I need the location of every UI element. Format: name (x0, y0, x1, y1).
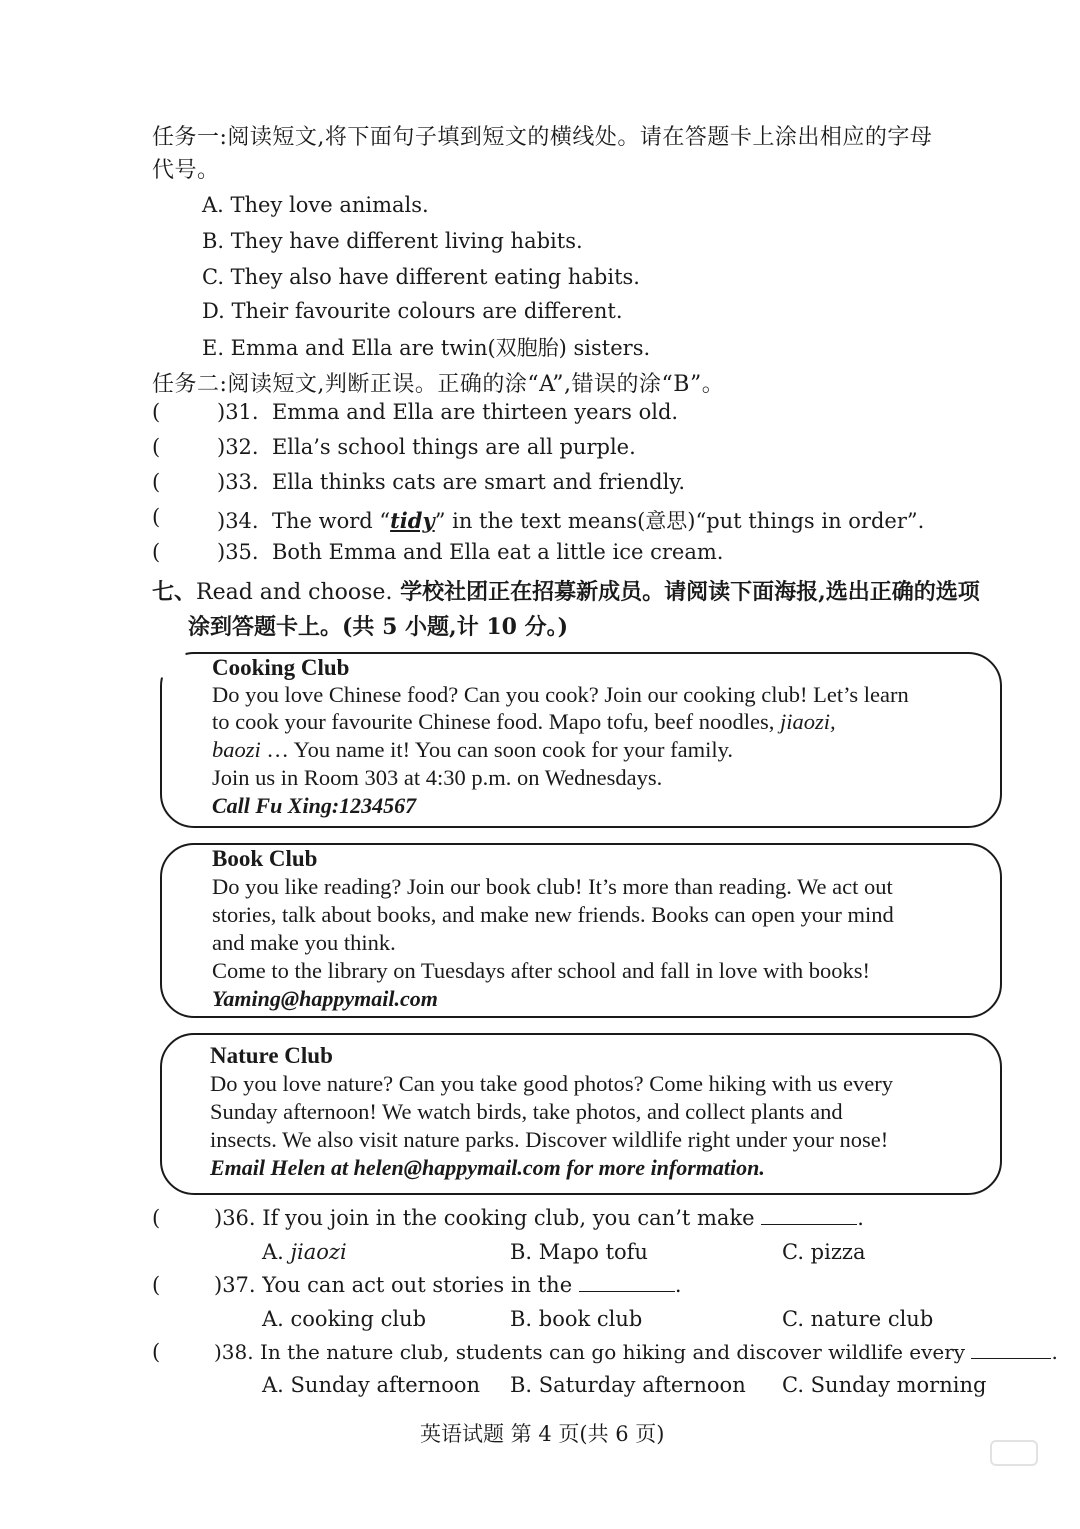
q37-option-c[interactable]: C. nature club (782, 1307, 934, 1331)
book-club-line2: stories, talk about books, and make new friends. Books can open your mind (212, 902, 894, 927)
nature-club-line2: Sunday afternoon! We watch birds, take photos, and collect plants and (210, 1099, 843, 1124)
question-34: )34. The word “tidy” in the text means(意思)“put things in order”. (217, 508, 925, 533)
answer-paren[interactable]: ( (152, 1206, 161, 1230)
book-club-contact: Yaming@happymail.com (212, 986, 438, 1011)
cooking-club-title: Cooking Club (212, 655, 350, 680)
answer-paren[interactable]: ( (152, 540, 161, 564)
nature-club-title: Nature Club (210, 1043, 333, 1068)
nature-club-line1: Do you love nature? Can you take good photos? Come hiking with us every (210, 1071, 893, 1096)
question-32: )32. Ella’s school things are all purple. (217, 435, 636, 459)
cooking-club-line4: Join us in Room 303 at 4:30 p.m. on Wednesdays. (212, 765, 663, 790)
q38-option-c[interactable]: C. Sunday morning (782, 1373, 987, 1397)
q36-option-b[interactable]: B. Mapo tofu (510, 1240, 648, 1264)
cooking-club-line3: baozi … You name it! You can soon cook for your family. (212, 737, 734, 762)
question-36: )36. If you join in the cooking club, you can’t make . (214, 1206, 864, 1230)
q38-option-a[interactable]: A. Sunday afternoon (262, 1373, 481, 1397)
q37-option-b[interactable]: B. book club (510, 1307, 643, 1331)
question-31: )31. Emma and Ella are thirteen years old. (217, 400, 679, 424)
answer-paren[interactable]: ( (152, 1273, 161, 1297)
q36-option-c[interactable]: C. pizza (782, 1240, 866, 1264)
section7-heading-line2: 涂到答题卡上。(共 5 小题,计 10 分。) (188, 614, 569, 640)
answer-paren[interactable]: ( (152, 1340, 161, 1364)
answer-paren[interactable]: ( (152, 435, 161, 459)
question-37: )37. You can act out stories in the . (214, 1273, 682, 1297)
book-club-line3: and make you think. (212, 930, 396, 955)
task1-title-line1: 任务一:阅读短文,将下面句子填到短文的横线处。请在答题卡上涂出相应的字母 (152, 125, 933, 150)
answer-paren[interactable]: ( (152, 400, 161, 424)
q37-option-a[interactable]: A. cooking club (262, 1307, 427, 1331)
question-35: )35. Both Emma and Ella eat a little ice cream. (217, 540, 724, 564)
watermark-logo-icon (990, 1440, 1038, 1466)
book-club-line1: Do you like reading? Join our book club! It’s more than reading. We act out (212, 874, 893, 899)
nature-club-line3: insects. We also visit nature parks. Discover wildlife right under your nose! (210, 1127, 889, 1152)
cooking-club-line1: Do you love Chinese food? Can you cook? Join our cooking club! Let’s learn (212, 682, 909, 707)
nature-club-contact: Email Helen at helen@happymail.com for more information. (210, 1155, 765, 1180)
answer-paren[interactable]: ( (152, 505, 161, 529)
book-club-title: Book Club (212, 846, 318, 871)
task1-option-c: C. They also have different eating habits. (202, 265, 640, 289)
task1-title-line2: 代号。 (152, 158, 220, 183)
task2-title: 任务二:阅读短文,判断正误。正确的涂“A”,错误的涂“B”。 (152, 372, 725, 397)
task1-option-d: D. Their favourite colours are different. (202, 299, 623, 323)
answer-paren[interactable]: ( (152, 470, 161, 494)
question-38: )38. In the nature club, students can go hiking and discover wildlife every . (214, 1340, 1058, 1364)
answer-blank[interactable] (761, 1206, 857, 1225)
task1-option-b: B. They have different living habits. (202, 229, 583, 253)
keyword-tidy: tidy (390, 508, 435, 533)
answer-blank[interactable] (971, 1340, 1051, 1359)
cooking-club-line2: to cook your favourite Chinese food. Mapo tofu, beef noodles, jiaozi, (212, 709, 836, 734)
cooking-club-contact: Call Fu Xing:1234567 (212, 793, 417, 818)
task1-option-e: E. Emma and Ella are twin(双胞胎) sisters. (202, 336, 651, 360)
page-footer: 英语试题 第 4 页(共 6 页) (420, 1422, 665, 1446)
q36-option-a[interactable]: A. jiaozi (262, 1240, 347, 1264)
task1-option-a: A. They love animals. (202, 193, 429, 217)
q38-option-b[interactable]: B. Saturday afternoon (510, 1373, 746, 1397)
answer-blank[interactable] (579, 1273, 675, 1292)
book-club-line4: Come to the library on Tuesdays after school and fall in love with books! (212, 958, 871, 983)
question-33: )33. Ella thinks cats are smart and friendly. (217, 470, 686, 494)
section7-heading-line1: 七、Read and choose. 学校社团正在招募新成员。请阅读下面海报,选出正确的选项 (152, 579, 980, 605)
